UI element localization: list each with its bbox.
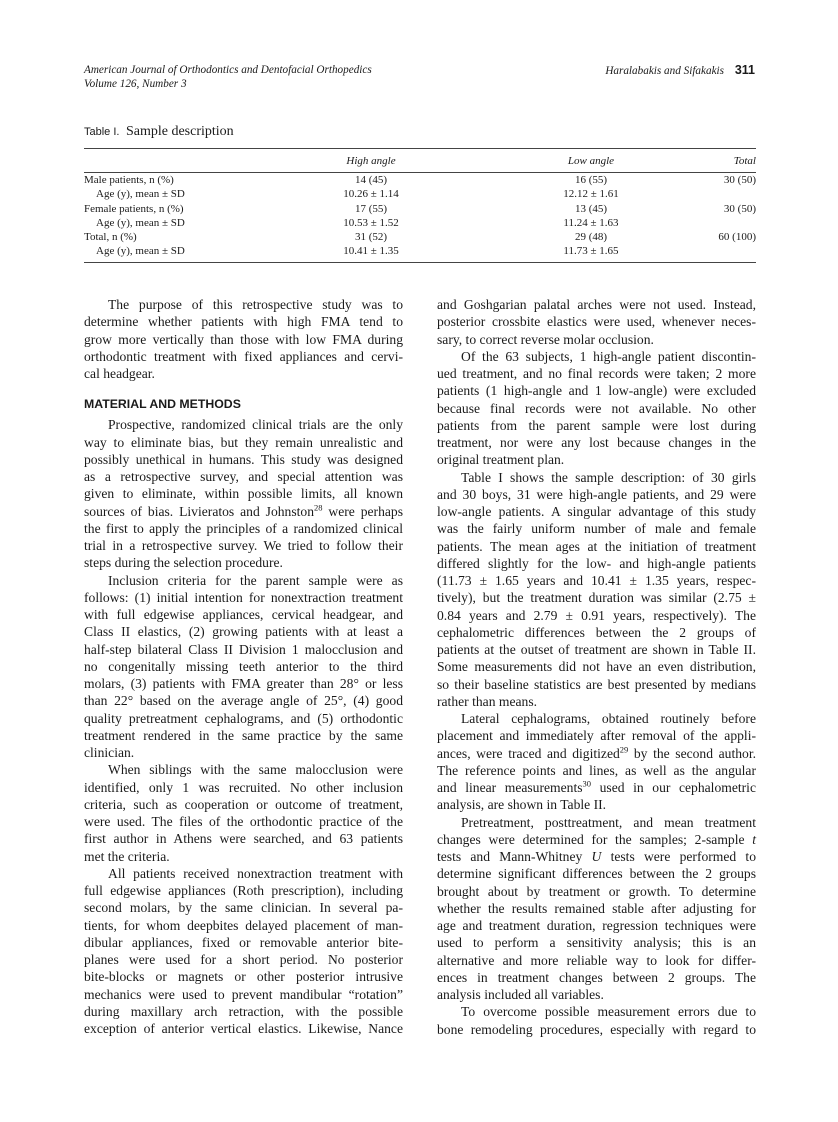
text-line: determine significant differences between the 2 groups — [437, 866, 756, 882]
text-span: ances, were traced and digitized — [437, 745, 620, 761]
text-span: tests were performed to — [601, 849, 756, 864]
text-line: tively), but the treatment duration was similar (2.75 ± — [437, 590, 756, 606]
text-line: full edgewise appliances (Roth prescription), including — [84, 883, 403, 898]
text-span: and linear measurements — [437, 780, 583, 795]
running-header-right — [605, 63, 755, 77]
page-number: 311 — [734, 63, 755, 77]
text-line: whether the results remained stable after adjusting for — [437, 900, 756, 916]
table-row — [84, 187, 756, 201]
text-line: way to eliminate bias, but they remain unrealistic and — [84, 434, 403, 450]
running-header-left — [84, 64, 372, 91]
text-line: steps during the selection procedure. — [84, 555, 283, 571]
text-line: Some measurements did not have an even distribution, — [437, 659, 756, 675]
table-header-row — [84, 149, 756, 173]
citation-ref: 28 — [314, 501, 323, 512]
text-line: analysis, are shown in Table II. — [437, 797, 607, 813]
text-line: differed slightly for the low- and high-angle patients — [437, 555, 756, 571]
text-line: exception of anterior vertical elastics. Likewise, Nance — [84, 1021, 403, 1036]
text-line: as a retrospective survey, and special attention was — [84, 469, 403, 484]
paragraph — [437, 348, 756, 469]
table-cell: 29 (48) — [574, 231, 608, 244]
text-line: patients (1 high-angle and 1 low-angle) were excluded — [437, 383, 756, 399]
table-cell: 11.24 ± 1.63 — [563, 216, 619, 229]
table-cell: 10.41 ± 1.35 — [286, 244, 456, 262]
authors: Haralabakis and Sifakakis — [605, 65, 725, 77]
paragraph — [437, 1003, 756, 1038]
table-cell: 30 (50) — [723, 174, 756, 186]
text-line: and 30 boys, 31 were high-angle patients, and 29 were — [437, 486, 756, 502]
text-line: Pretreatment, posttreatment, and mean treatment — [461, 814, 756, 830]
text-line: were used. The files of the orthodontic practice of the — [84, 814, 403, 829]
col-header-total: Total — [706, 149, 756, 173]
text-line: clinician. — [84, 745, 135, 760]
text-line: criteria, such as cooperation or outcome of treatment, — [84, 796, 403, 812]
table-cell: Age (y), mean ± SD — [96, 216, 185, 229]
text-span: changes were determined for the samples; 2-sample — [437, 831, 753, 847]
table-cell: 60 (100) — [718, 231, 756, 244]
text-line: The purpose of this retrospective study was to — [108, 297, 403, 312]
text-line: with full edgewise appliances, cervical headgear, and — [84, 607, 403, 622]
text-line: tients, for whom deepbites delayed placement of man- — [84, 917, 403, 933]
table-row — [84, 244, 756, 262]
text-line: alternative and more reliable way to look for differ- — [437, 952, 756, 968]
text-line: was the fairly uniform number of male and female — [437, 521, 756, 537]
text-line — [437, 848, 756, 865]
table-cell: 10.26 ± 1.14 — [343, 188, 399, 201]
table-row — [84, 202, 756, 216]
text-line: possibly unethical in humans. This study was designed — [84, 451, 403, 467]
text-line: the first to apply the principles of a randomized clinical — [84, 520, 403, 536]
text-line: so their baseline statistics are best presented by medians — [437, 676, 756, 692]
text-line: because final records were not available. No other — [437, 400, 756, 416]
text-line: age and treatment duration, regression techniques were — [437, 918, 756, 933]
table-cell — [706, 216, 756, 230]
text-span: sources of bias. Livieratos and Johnston — [84, 503, 314, 519]
text-line: rather than means. — [437, 693, 538, 709]
table-caption — [84, 124, 234, 140]
text-line: Of the 63 subjects, 1 high-angle patient discontin- — [461, 348, 756, 364]
table-cell: Age (y), mean ± SD — [84, 244, 286, 262]
right-text-column — [437, 296, 756, 1038]
text-line: low-angle patients. A singular advantage of this study — [437, 504, 756, 519]
text-line: half-step bilateral Class II Division 1 malocclusion and — [84, 641, 403, 657]
table-row — [84, 216, 756, 230]
text-line: cephalometric differences between the 2 groups of — [437, 624, 756, 640]
text-line: patients at the outset of treatment are shown in Table II. — [437, 642, 756, 657]
text-line: ences in treatment changes between 2 groups. The — [437, 969, 756, 985]
table-row — [84, 230, 756, 244]
text-line: identified, only 1 was recruited. No other inclusion — [84, 779, 403, 795]
paragraph — [437, 710, 756, 814]
paragraph — [437, 814, 756, 1004]
paragraph — [437, 469, 756, 711]
text-line: cal headgear. — [84, 366, 155, 381]
col-header-low-angle: Low angle — [456, 149, 706, 173]
table-cell: 17 (55) — [354, 202, 388, 215]
text-line: When siblings with the same malocclusion were — [108, 762, 403, 778]
text-line: second molars, by the same clinician. In several pa- — [84, 900, 403, 916]
table-cell: 13 (45) — [574, 202, 608, 215]
text-line: posterior crossbite elastics were used, whenever neces- — [437, 314, 756, 330]
text-line — [437, 831, 756, 848]
text-line: during maxillary arch retraction, with the possible — [84, 1003, 403, 1019]
paragraph — [84, 865, 403, 1038]
text-line: treatment, nor were any lost because changes in the — [437, 435, 756, 450]
text-line: Table I shows the sample description: of 30 girls — [461, 469, 756, 485]
text-line: analysis included all variables. — [437, 987, 604, 1002]
table-cell: 14 (45) — [354, 174, 388, 186]
text-span: by the second author. — [628, 745, 756, 761]
table-cell: Total, n (%) — [84, 231, 137, 244]
citation-ref: 29 — [619, 743, 629, 754]
paragraph — [84, 416, 403, 571]
table-cell: Male patients, n (%) — [84, 174, 174, 186]
table-cell — [706, 187, 756, 201]
col-header-high-angle: High angle — [286, 149, 456, 173]
text-line: orthodontic treatment with fixed appliances and cervi- — [84, 348, 403, 364]
text-line: quality pretreatment cephalograms, and (5) orthodontic — [84, 710, 403, 726]
text-line: and Goshgarian palatal arches were not used. Instead, — [437, 297, 756, 312]
text-line: grow more vertically than those with low FMA during — [84, 331, 403, 347]
text-line: determine whether patients with high FMA tend to — [84, 314, 403, 330]
text-line: ued treatment, and no final records were taken; 2 more — [437, 366, 756, 381]
col-header-label — [84, 149, 286, 173]
text-line — [84, 503, 403, 520]
italic-symbol: U — [591, 849, 602, 864]
text-line: brought about by treatment or growth. To determine — [437, 883, 756, 899]
text-line: 0.84 years and 2.79 ± 0.91 years, respectively). The — [437, 607, 756, 623]
paragraph — [84, 761, 403, 865]
text-line: Class II elastics, (2) growing patients with at least a — [84, 624, 403, 640]
text-line: Lateral cephalograms, obtained routinely before — [461, 711, 756, 726]
text-line: bite-blocks or magnets or other posterior intrusive — [84, 969, 403, 985]
text-line — [437, 779, 756, 796]
citation-ref: 30 — [582, 778, 592, 789]
text-line: Inclusion criteria for the parent sample were as — [108, 572, 403, 588]
table-cell: 11.73 ± 1.65 — [456, 244, 706, 262]
text-line: treatment rendered in the same practice by the same — [84, 727, 403, 743]
journal-name: American Journal of Orthodontics and Dentofacial Orthopedics — [84, 64, 372, 76]
text-line: To overcome possible measurement errors due to — [461, 1004, 756, 1020]
text-line: patients. The mean ages at the initiation of treatment — [437, 538, 756, 554]
text-line: given to eliminate, within possible limits, all known — [84, 486, 403, 502]
text-line: All patients received nonextraction treatment with — [108, 865, 403, 881]
table-cell: Female patients, n (%) — [84, 202, 184, 215]
paragraph-continuation — [437, 865, 756, 1003]
table-cell: 30 (50) — [723, 202, 756, 215]
paragraph — [437, 296, 756, 348]
table-cell: 12.12 ± 1.61 — [563, 188, 619, 201]
text-line: than 22° based on the average angle of 25°, (4) good — [84, 693, 403, 709]
table-row — [84, 173, 756, 188]
italic-symbol: t — [752, 831, 756, 847]
section-heading: MATERIAL AND METHODS — [84, 397, 241, 412]
table-cell: 16 (55) — [574, 174, 608, 186]
text-line: molars, (3) patients with FMA greater than 28° or less — [84, 676, 403, 691]
text-line: patients from the parent sample were lost during — [437, 417, 756, 433]
text-line: (11.73 ± 1.65 years and 10.41 ± 1.35 years, respec- — [437, 573, 756, 588]
intro-paragraph — [84, 296, 403, 382]
table-cell: 31 (52) — [354, 231, 388, 244]
text-line: original treatment plan. — [437, 452, 565, 468]
left-text-column — [84, 296, 403, 1037]
text-line: placement and immediately after removal of the appli- — [437, 728, 756, 744]
text-line: no congenitally missing teeth anterior to the third — [84, 658, 403, 674]
table-cell: 10.53 ± 1.52 — [343, 216, 399, 229]
text-line: bone remodeling procedures, especially with regard to — [437, 1021, 756, 1037]
text-span: were perhaps — [322, 503, 403, 519]
text-line: Prospective, randomized clinical trials are the only — [108, 417, 403, 433]
text-span: used in our cephalometric — [591, 780, 756, 795]
table-title: Sample description — [125, 124, 234, 139]
text-line: follows: (1) initial intention for nonextraction treatment — [84, 589, 403, 605]
text-line: used to perform a sensitivity analysis; this is an — [437, 935, 756, 951]
text-line: mechanics were used to prevent mandibular “rotation” — [84, 986, 403, 1002]
text-span: tests and Mann-Whitney — [437, 849, 592, 864]
text-line: The reference points and lines, as well as the angular — [437, 762, 756, 778]
table-cell — [706, 244, 756, 262]
paragraph — [84, 572, 403, 762]
table-label: Table I. — [84, 126, 120, 138]
journal-volume: Volume 126, Number 3 — [84, 77, 187, 90]
text-line: met the criteria. — [84, 848, 170, 864]
text-line: first author in Athens were searched, and 63 patients — [84, 831, 403, 847]
text-line: trial in a retrospective survey. We tried to follow their — [84, 538, 403, 553]
text-line: planes were used for a short period. No posterior — [84, 952, 403, 967]
sample-description-table — [84, 148, 756, 263]
text-line: dibular appliances, fixed or removable anterior bite- — [84, 934, 403, 950]
table-cell: Age (y), mean ± SD — [96, 188, 185, 201]
text-line: sary, to correct reverse molar occlusion. — [437, 331, 654, 347]
text-line — [437, 745, 756, 762]
